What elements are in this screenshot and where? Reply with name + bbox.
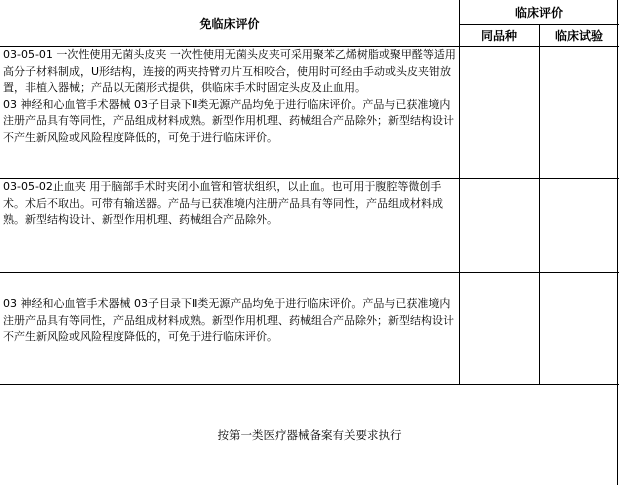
header-exempt-clinical-evaluation: 免临床评价: [199, 16, 260, 31]
table-row: 03-05-02止血夹 用于脑部手术时夹闭小血管和管状组织，以止血。也可用于腹腔等微创手术。术后不取出。可带有输送器。产品与已获准境内注册产品具有等同性，产品组成材料成熟。新型结构设计、新型作用机理、药械组合产品除外。: [3, 180, 443, 226]
header-same-variety: 同品种: [480, 28, 517, 43]
footer-note: 按第一类医疗器械备案有关要求执行: [217, 427, 402, 442]
table-row: 03 神经和心血管手术器械 03子目录下Ⅱ类无源产品均免于进行临床评价。产品与已获准境内注册产品具有等同性，产品组成材料成熟。新型作用机理、药械组合产品除外；新型结构设计不产生新风险或风险程度降低的，可免于进行临床评价。: [3, 297, 454, 343]
grid-line: [459, 0, 460, 384]
grid-line: [0, 272, 619, 273]
grid-line: [539, 24, 540, 384]
grid-line: [0, 178, 619, 179]
grid-line: [459, 24, 619, 25]
grid-line: [617, 0, 618, 485]
grid-line: [0, 46, 619, 47]
table-row: 03-05-01 一次性使用无菌头皮夹 一次性使用无菌头皮夹可采用聚苯乙烯树脂或聚甲醛等适用高分子材料制成，U形结构，连接的两夹持臂刃片互相咬合，使用时可经由手动或头皮夹钳放置，非植入器械；产品以无菌形式提供，供临床手术时固定头皮及止血用。 03 神经和心血管手术器械 03子目录下Ⅱ类无源产品均免于进行临床评价。产品与已获准境内注册产品具有等同性，产品组成材料成熟。新型作用机理、药械组合产品除外；新型结构设计不产生新风险或风险程度降低的，可免于进行临床评价。: [3, 48, 456, 144]
header-clinical-evaluation: 临床评价: [514, 5, 563, 20]
header-clinical-trial: 临床试验: [554, 28, 603, 43]
grid-line: [0, 384, 619, 385]
